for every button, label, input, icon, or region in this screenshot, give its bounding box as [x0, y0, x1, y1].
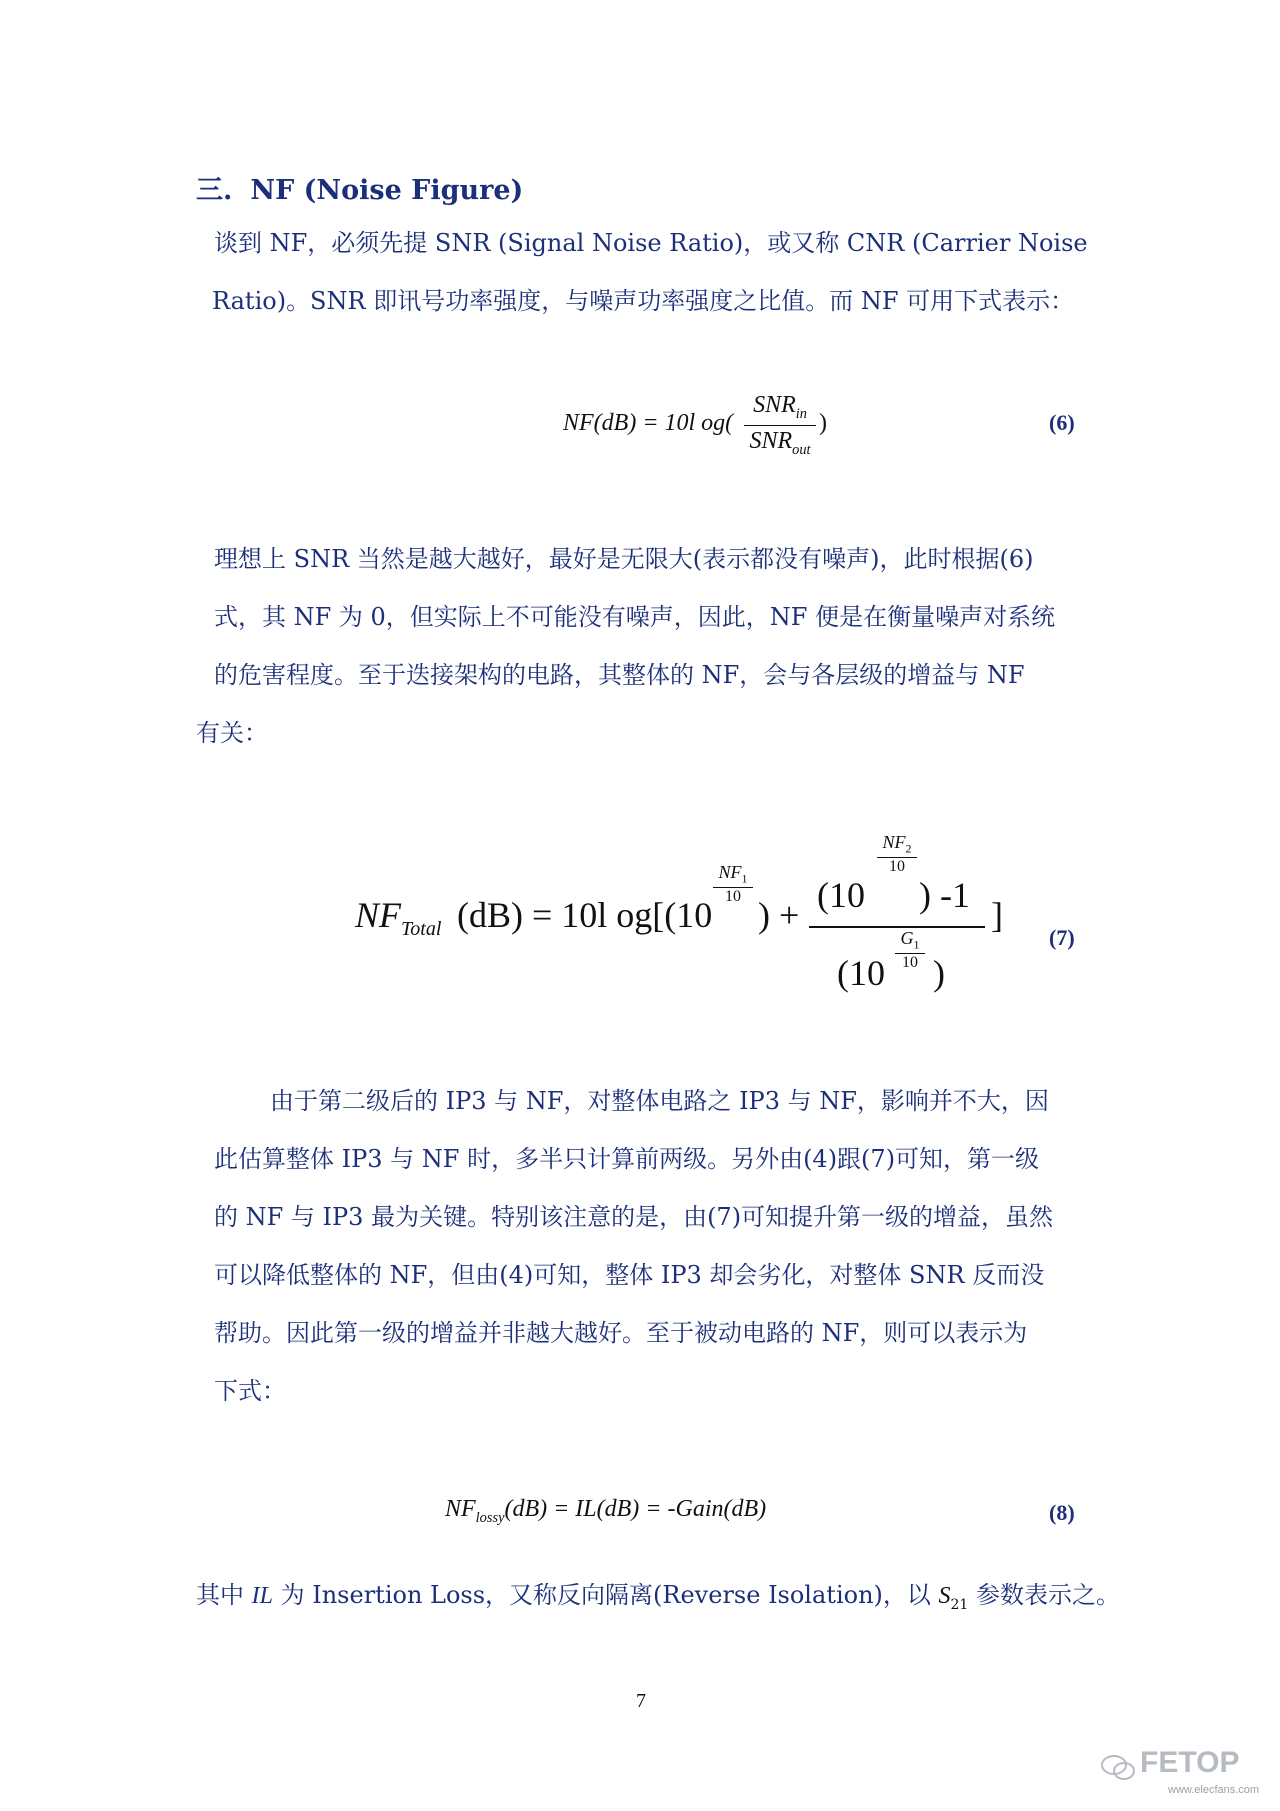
eq7-frac-num-b: ) -1	[919, 875, 970, 915]
paragraph-4	[196, 1566, 1120, 1634]
eq7-exp2-num: NF	[882, 832, 906, 852]
paragraph-3-line-6: 下式：	[214, 1377, 286, 1405]
paragraph-3-line-5: 帮助。因此第一级的增益并非越大越好。至于被动电路的 NF，则可以表示为	[214, 1319, 1028, 1347]
eq7-fraction	[809, 832, 985, 1002]
eq8-text-b: (dB) = IL(dB) = -Gain(dB)	[504, 1496, 767, 1522]
eq8-sub: lossy	[475, 1509, 505, 1526]
eq7-exp1-num: NF	[718, 862, 742, 882]
paragraph-2-line-4: 有关：	[196, 719, 268, 747]
eq7-exp2-den: 10	[889, 857, 905, 875]
paragraph-4-middle: 为 Insertion Loss，又称反向隔离(Reverse Isolation)，以	[272, 1581, 939, 1609]
paragraph-1-line-1: 谈到 NF，必须先提 SNR (Signal Noise Ratio)，或又称 CNR (Carrier Noise	[214, 229, 1088, 257]
page-number: 7	[636, 1690, 646, 1712]
section-heading	[196, 168, 523, 207]
eq6-numerator-sub: in	[795, 405, 807, 422]
paragraph-4-prefix: 其中	[196, 1581, 252, 1609]
paragraph-3-line-1: 由于第二级后的 IP3 与 NF，对整体电路之 IP3 与 NF，影响并不大，因	[270, 1087, 1049, 1115]
eq7-frac-num-a: (10	[817, 875, 865, 915]
eq7-exp3-den: 10	[902, 953, 918, 971]
eq7-plus: ) +	[758, 895, 800, 935]
section-number: 三.	[196, 175, 233, 206]
eq8-text-a: NF	[445, 1496, 476, 1522]
eq7-exp3-sub: 1	[913, 937, 920, 952]
eq7-exp1-den: 10	[725, 887, 741, 905]
paragraph-2-line-2: 式，其 NF 为 0，但实际上不可能没有噪声，因此，NF 便是在衡量噪声对系统	[214, 603, 1056, 631]
equation-6-label: (6)	[1049, 410, 1075, 435]
eq7-exp1-sub: 1	[741, 871, 748, 886]
paragraph-4-suffix: 参数表示之。	[968, 1581, 1120, 1609]
section-title: NF (Noise Figure)	[250, 175, 524, 206]
eq7-close: ]	[991, 895, 1003, 935]
paragraph-3-line-3: 的 NF 与 IP3 最为关键。特别该注意的是，由(7)可知提升第一级的增益，虽然	[214, 1203, 1054, 1231]
eq7-frac-den-a: (10	[837, 953, 885, 993]
eq7-exp2-sub: 2	[905, 841, 912, 856]
watermark-brand: FETOP	[1140, 1746, 1240, 1779]
paragraph-3-line-4: 可以降低整体的 NF，但由(4)可知，整体 IP3 却会劣化，对整体 SNR 反而没	[214, 1261, 1045, 1289]
paragraph-3	[214, 1072, 1088, 1420]
eq6-numerator: SNR	[753, 392, 796, 418]
paragraph-2	[196, 530, 1088, 762]
paragraph-3-line-2: 此估算整体 IP3 与 NF 时，多半只计算前两级。另外由(4)跟(7)可知，第一级	[214, 1145, 1040, 1173]
eq7-lhs-rest: (dB) = 10l og[(10	[457, 895, 713, 935]
eq6-denominator-sub: out	[792, 441, 811, 458]
eq7-exponent-1	[713, 862, 753, 906]
eq7-lhs-main: NF	[355, 895, 402, 935]
paragraph-1	[214, 214, 1088, 330]
watermark-site: www.elecfans.com	[1168, 1784, 1260, 1796]
eq6-lhs: NF(dB) = 10l og(	[563, 410, 734, 436]
eq7-exp3-num: G	[900, 928, 914, 948]
eq7-frac-den-b: )	[933, 953, 945, 993]
equation-8-label: (8)	[1049, 1500, 1075, 1525]
watermark	[1100, 1746, 1260, 1802]
wechat-icon	[1100, 1752, 1136, 1782]
paragraph-4-il: IL	[251, 1583, 273, 1609]
equation-7-label: (7)	[1049, 925, 1075, 950]
equation-7	[355, 832, 1003, 1002]
eq6-close: )	[819, 410, 827, 436]
paragraph-2-line-3: 的危害程度。至于迭接架构的电路，其整体的 NF，会与各层级的增益与 NF	[214, 661, 1025, 689]
paragraph-2-line-1: 理想上 SNR 当然是越大越好，最好是无限大(表示都没有噪声)，此时根据(6)	[214, 545, 1034, 573]
paragraph-4-s-sub: 21	[950, 1596, 969, 1613]
paragraph-1-line-2: Ratio)。SNR 即讯号功率强度，与噪声功率强度之比值。而 NF 可用下式表示：	[212, 287, 1075, 315]
paragraph-4-s: S	[938, 1583, 951, 1609]
eq6-denominator: SNR	[749, 427, 793, 454]
equation-8	[445, 1496, 766, 1527]
eq7-lhs-sub: Total	[401, 918, 442, 941]
eq6-fraction	[744, 392, 816, 459]
